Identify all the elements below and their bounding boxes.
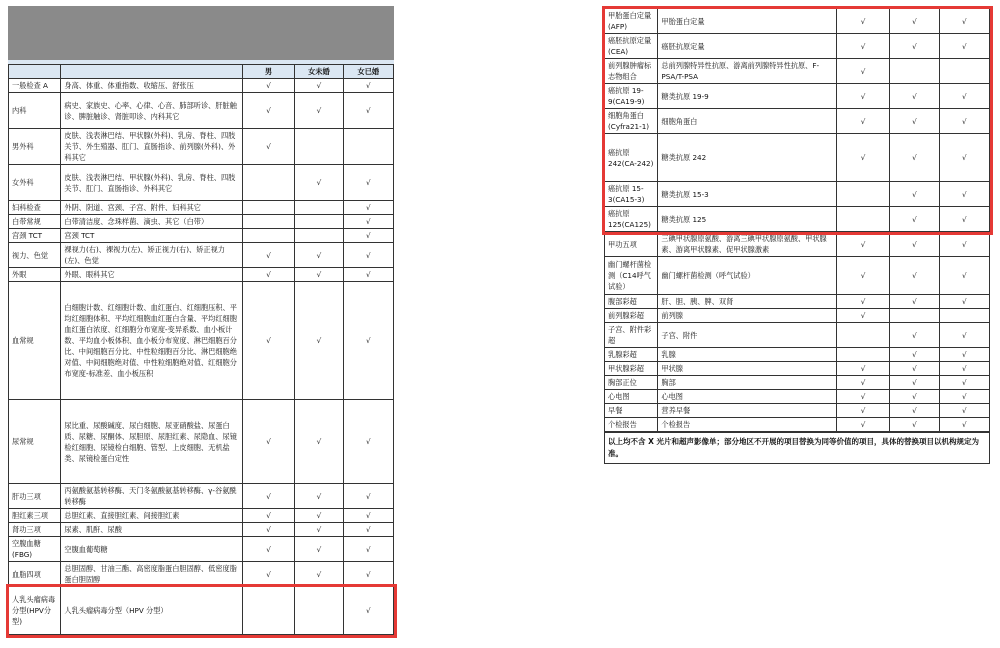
table-row (9, 523, 394, 537)
table-row (9, 587, 394, 635)
check-female-unmarried: √ (295, 400, 343, 484)
check-male: √ (242, 243, 294, 268)
table-row (9, 484, 394, 509)
check-male: √ (242, 400, 294, 484)
check-male: √ (242, 129, 294, 165)
check-female-married: √ (343, 400, 393, 484)
exam-item-description: 外眼、眼科其它 (61, 268, 242, 282)
check-female-married: √ (343, 215, 393, 229)
table-row (605, 109, 990, 134)
exam-item-description: 白细胞计数、红细胞计数、血红蛋白、红细胞压积、平均红细胞体积、平均红细胞血红蛋白含量、平均红细胞血红蛋白浓度、红细胞分布宽度-变异系数、血小板计数、平均血小板体积、血小板分布宽度、淋巴细胞百分比、中间细胞百分比、中性粒细胞百分比、淋巴细胞绝对值、中间细胞绝对值、中性粒细胞绝对值、红细胞分布宽度-标准差、血小板压积 (61, 282, 242, 400)
table-row (605, 257, 990, 295)
check-male: √ (242, 523, 294, 537)
exam-item-name: 肾功三项 (9, 523, 61, 537)
exam-item-description: 肝、胆、胰、脾、双肾 (658, 295, 836, 309)
check-female-unmarried (890, 59, 939, 84)
check-female-married: √ (939, 232, 989, 257)
check-male: √ (242, 562, 294, 587)
check-female-married: √ (343, 165, 393, 201)
check-female-married: √ (343, 93, 393, 129)
table-row (605, 309, 990, 323)
exam-item-description: 糖类抗原 125 (658, 207, 836, 232)
check-female-unmarried: √ (890, 390, 939, 404)
check-male: √ (836, 418, 889, 432)
table-row (605, 9, 990, 34)
check-male: √ (242, 537, 294, 562)
exam-item-name: 癌胚抗原定量(CEA) (605, 34, 658, 59)
check-female-unmarried: √ (890, 9, 939, 34)
exam-item-name: 胸部正位 (605, 376, 658, 390)
exam-item-description: 白带清洁度、念珠样菌、滴虫、其它（白带） (61, 215, 242, 229)
exam-item-name: 男外科 (9, 129, 61, 165)
exam-item-name: 癌抗原 242(CA-242) (605, 134, 658, 182)
exam-item-description: 糖类抗原 15-3 (658, 182, 836, 207)
check-male: √ (836, 84, 889, 109)
exam-item-description: 身高、体重、体重指数、收缩压、舒张压 (61, 79, 242, 93)
check-female-unmarried: √ (295, 243, 343, 268)
check-female-unmarried: √ (295, 562, 343, 587)
exam-item-name: 一般检查 A (9, 79, 61, 93)
table-row (605, 84, 990, 109)
check-female-unmarried: √ (890, 376, 939, 390)
exam-item-description: 丙氨酸氨基转移酶、天门冬氨酸氨基转移酶、γ-谷氨酰转移酶 (61, 484, 242, 509)
check-female-unmarried: √ (295, 282, 343, 400)
check-female-married: √ (939, 9, 989, 34)
right-page (604, 8, 990, 464)
exam-item-name: 甲功五项 (605, 232, 658, 257)
table-row (605, 376, 990, 390)
table-row (605, 362, 990, 376)
check-male: √ (242, 268, 294, 282)
check-male (836, 323, 889, 348)
exam-item-name: 胆红素三项 (9, 509, 61, 523)
check-female-unmarried: √ (890, 257, 939, 295)
check-female-unmarried: √ (890, 362, 939, 376)
check-male: √ (836, 9, 889, 34)
table-row (9, 229, 394, 243)
check-female-married: √ (343, 282, 393, 400)
check-male: √ (836, 295, 889, 309)
table-row (605, 232, 990, 257)
left-exam-table (8, 64, 394, 635)
table-row (9, 79, 394, 93)
check-male: √ (836, 362, 889, 376)
table-header-row (9, 65, 394, 79)
check-female-married: √ (343, 229, 393, 243)
exam-item-description: 子宫、附件 (658, 323, 836, 348)
check-female-married: √ (939, 84, 989, 109)
table-row (9, 562, 394, 587)
exam-item-name: 空腹血糖(FBG) (9, 537, 61, 562)
check-female-married: √ (939, 207, 989, 232)
exam-item-description: 糖类抗原 19-9 (658, 84, 836, 109)
header-female-married: 女已婚 (343, 65, 393, 79)
table-row (9, 243, 394, 268)
table-row (605, 295, 990, 309)
left-page (8, 6, 394, 635)
table-row (605, 134, 990, 182)
header-banner-image (8, 6, 394, 60)
check-female-unmarried: √ (295, 523, 343, 537)
check-male (242, 165, 294, 201)
check-female-unmarried: √ (890, 404, 939, 418)
exam-item-description: 前列腺 (658, 309, 836, 323)
exam-item-description: 人乳头瘤病毒分型（HPV 分型） (61, 587, 242, 635)
check-female-unmarried: √ (295, 79, 343, 93)
check-male: √ (836, 390, 889, 404)
exam-item-description: 尿素、肌酐、尿酸 (61, 523, 242, 537)
check-male: √ (242, 79, 294, 93)
exam-item-name: 人乳头瘤病毒分型(HPV分型) (9, 587, 61, 635)
exam-item-description: 癌胚抗原定量 (658, 34, 836, 59)
table-row (605, 59, 990, 84)
exam-item-name: 甲状腺彩超 (605, 362, 658, 376)
exam-item-description: 营养早餐 (658, 404, 836, 418)
check-male (242, 587, 294, 635)
table-row (9, 509, 394, 523)
check-female-unmarried: √ (295, 484, 343, 509)
check-female-unmarried (295, 215, 343, 229)
header-male: 男 (242, 65, 294, 79)
exam-item-description: 皮肤、浅表淋巴结、甲状腺(外科)、乳房、脊柱、四肢关节、外生殖器、肛门、直肠指诊、前列腺(外科)、外科其它 (61, 129, 242, 165)
check-male: √ (836, 376, 889, 390)
exam-item-name: 心电图 (605, 390, 658, 404)
table-row (605, 34, 990, 59)
check-male: √ (242, 282, 294, 400)
exam-item-name: 幽门螺杆菌检测（C14呼气试验） (605, 257, 658, 295)
check-female-married: √ (343, 562, 393, 587)
check-female-married: √ (343, 523, 393, 537)
check-female-unmarried: √ (890, 232, 939, 257)
check-female-unmarried: √ (890, 418, 939, 432)
exam-item-name: 女外科 (9, 165, 61, 201)
check-male: √ (836, 34, 889, 59)
exam-item-description: 尿比重、尿酸碱度、尿白细胞、尿亚硝酸盐、尿蛋白质、尿糖、尿酮体、尿胆原、尿胆红素、尿隐血、尿镜检红细胞、尿镜检白细胞、管型、上皮细胞、无机盐类、尿镜检蛋白定性 (61, 400, 242, 484)
table-row (605, 323, 990, 348)
check-female-unmarried (295, 229, 343, 243)
exam-item-description: 外阴、阴道、宫颈、子宫、附件、妇科其它 (61, 201, 242, 215)
exam-item-description: 裸视力(右)、裸视力(左)、矫正视力(右)、矫正视力(左)、色觉 (61, 243, 242, 268)
header-item (9, 65, 61, 79)
exam-item-description: 总胆红素、直接胆红素、间接胆红素 (61, 509, 242, 523)
check-female-married: √ (343, 484, 393, 509)
exam-item-name: 子宫、附件彩超 (605, 323, 658, 348)
table-row (605, 390, 990, 404)
exam-item-name: 视力、色觉 (9, 243, 61, 268)
check-male (242, 229, 294, 243)
table-row (9, 165, 394, 201)
exam-item-description: 甲状腺 (658, 362, 836, 376)
check-male: √ (836, 134, 889, 182)
footnote: 以上均不含 X 光片和超声影像单；部分地区不开展的项目替换为同等价值的项目，具体的替换项目以机构规定为准。 (604, 432, 990, 464)
exam-item-description: 幽门螺杆菌检测（呼气试验） (658, 257, 836, 295)
exam-item-name: 肝功三项 (9, 484, 61, 509)
exam-item-name: 癌抗原 125(CA125) (605, 207, 658, 232)
check-female-unmarried: √ (295, 537, 343, 562)
check-female-married: √ (343, 537, 393, 562)
exam-item-description: 心电图 (658, 390, 836, 404)
check-female-unmarried (295, 201, 343, 215)
check-female-unmarried (890, 309, 939, 323)
check-male (836, 348, 889, 362)
exam-item-name: 癌抗原 19-9(CA19-9) (605, 84, 658, 109)
exam-item-description: 胸部 (658, 376, 836, 390)
check-female-unmarried: √ (295, 268, 343, 282)
table-row (9, 537, 394, 562)
exam-item-description: 空腹血葡萄糖 (61, 537, 242, 562)
check-male (242, 215, 294, 229)
exam-item-name: 腹部彩超 (605, 295, 658, 309)
check-female-unmarried (295, 587, 343, 635)
check-female-married (939, 59, 989, 84)
check-female-married: √ (343, 268, 393, 282)
table-row (605, 182, 990, 207)
header-desc (61, 65, 242, 79)
check-female-married: √ (343, 201, 393, 215)
exam-item-name: 血常规 (9, 282, 61, 400)
table-row (605, 348, 990, 362)
table-row (9, 201, 394, 215)
check-male: √ (836, 404, 889, 418)
check-male: √ (836, 309, 889, 323)
check-male: √ (836, 109, 889, 134)
check-female-unmarried: √ (890, 323, 939, 348)
exam-item-description: 宫颈 TCT (61, 229, 242, 243)
exam-item-description: 细胞角蛋白 (658, 109, 836, 134)
check-male (242, 201, 294, 215)
exam-item-description: 病史、家族史、心率、心律、心音、肺部听诊、肝脏触诊、脾脏触诊、肾脏叩诊、内科其它 (61, 93, 242, 129)
check-female-unmarried: √ (890, 34, 939, 59)
exam-item-name: 前列腺肿瘤标志物组合 (605, 59, 658, 84)
right-exam-table (604, 8, 990, 432)
check-female-unmarried: √ (890, 207, 939, 232)
check-female-unmarried: √ (890, 182, 939, 207)
exam-item-name: 内科 (9, 93, 61, 129)
exam-item-name: 宫颈 TCT (9, 229, 61, 243)
exam-item-name: 早餐 (605, 404, 658, 418)
table-row (9, 400, 394, 484)
table-row (605, 418, 990, 432)
table-row (605, 207, 990, 232)
table-row (9, 129, 394, 165)
check-female-married: √ (343, 587, 393, 635)
check-female-married: √ (939, 418, 989, 432)
check-female-married: √ (939, 34, 989, 59)
check-female-unmarried: √ (890, 348, 939, 362)
exam-item-name: 癌抗原 15-3(CA15-3) (605, 182, 658, 207)
check-male: √ (836, 257, 889, 295)
exam-item-description: 总胆固醇、甘油三酯、高密度脂蛋白胆固醇、低密度脂蛋白胆固醇 (61, 562, 242, 587)
check-male (836, 207, 889, 232)
check-female-married: √ (343, 509, 393, 523)
check-female-unmarried: √ (295, 93, 343, 129)
check-female-married: √ (939, 182, 989, 207)
check-female-married: √ (939, 134, 989, 182)
header-female-unmarried: 女未婚 (295, 65, 343, 79)
check-female-married: √ (939, 376, 989, 390)
check-female-married: √ (939, 295, 989, 309)
check-male (836, 182, 889, 207)
check-female-married: √ (939, 348, 989, 362)
check-female-married: √ (939, 362, 989, 376)
check-male: √ (836, 232, 889, 257)
check-male: √ (242, 509, 294, 523)
exam-item-description: 糖类抗原 242 (658, 134, 836, 182)
table-row (9, 93, 394, 129)
exam-item-name: 妇科检查 (9, 201, 61, 215)
exam-item-description: 个检报告 (658, 418, 836, 432)
check-female-unmarried: √ (890, 84, 939, 109)
check-female-married: √ (343, 243, 393, 268)
check-female-married (343, 129, 393, 165)
check-female-married: √ (939, 257, 989, 295)
check-male: √ (242, 484, 294, 509)
exam-item-description: 皮肤、浅表淋巴结、甲状腺(外科)、乳房、脊柱、四肢关节、肛门、直肠指诊、外科其它 (61, 165, 242, 201)
exam-item-name: 血脂四项 (9, 562, 61, 587)
exam-item-description: 三碘甲状腺原氨酸、游离三碘甲状腺原氨酸、甲状腺素、游离甲状腺素、促甲状腺激素 (658, 232, 836, 257)
check-female-unmarried: √ (890, 109, 939, 134)
table-row (605, 404, 990, 418)
check-male: √ (836, 59, 889, 84)
check-male: √ (242, 93, 294, 129)
table-row (9, 282, 394, 400)
table-row (9, 215, 394, 229)
check-female-unmarried: √ (295, 165, 343, 201)
exam-item-name: 外眼 (9, 268, 61, 282)
exam-item-name: 细胞角蛋白(Cyfra21-1) (605, 109, 658, 134)
check-female-unmarried: √ (890, 134, 939, 182)
check-female-unmarried: √ (295, 509, 343, 523)
exam-item-description: 乳腺 (658, 348, 836, 362)
exam-item-name: 甲胎蛋白定量(AFP) (605, 9, 658, 34)
exam-item-description: 甲胎蛋白定量 (658, 9, 836, 34)
table-row (9, 268, 394, 282)
exam-item-name: 个检报告 (605, 418, 658, 432)
check-female-married: √ (939, 109, 989, 134)
exam-item-name: 乳腺彩超 (605, 348, 658, 362)
check-female-married: √ (343, 79, 393, 93)
exam-item-name: 前列腺彩超 (605, 309, 658, 323)
check-female-married: √ (939, 323, 989, 348)
check-female-unmarried (295, 129, 343, 165)
exam-item-name: 尿常规 (9, 400, 61, 484)
check-female-married: √ (939, 390, 989, 404)
check-female-unmarried: √ (890, 295, 939, 309)
exam-item-name: 白带常规 (9, 215, 61, 229)
exam-item-description: 总前列腺特异性抗原、游离前列腺特异性抗原、F-PSA/T-PSA (658, 59, 836, 84)
check-female-married (939, 309, 989, 323)
check-female-married: √ (939, 404, 989, 418)
